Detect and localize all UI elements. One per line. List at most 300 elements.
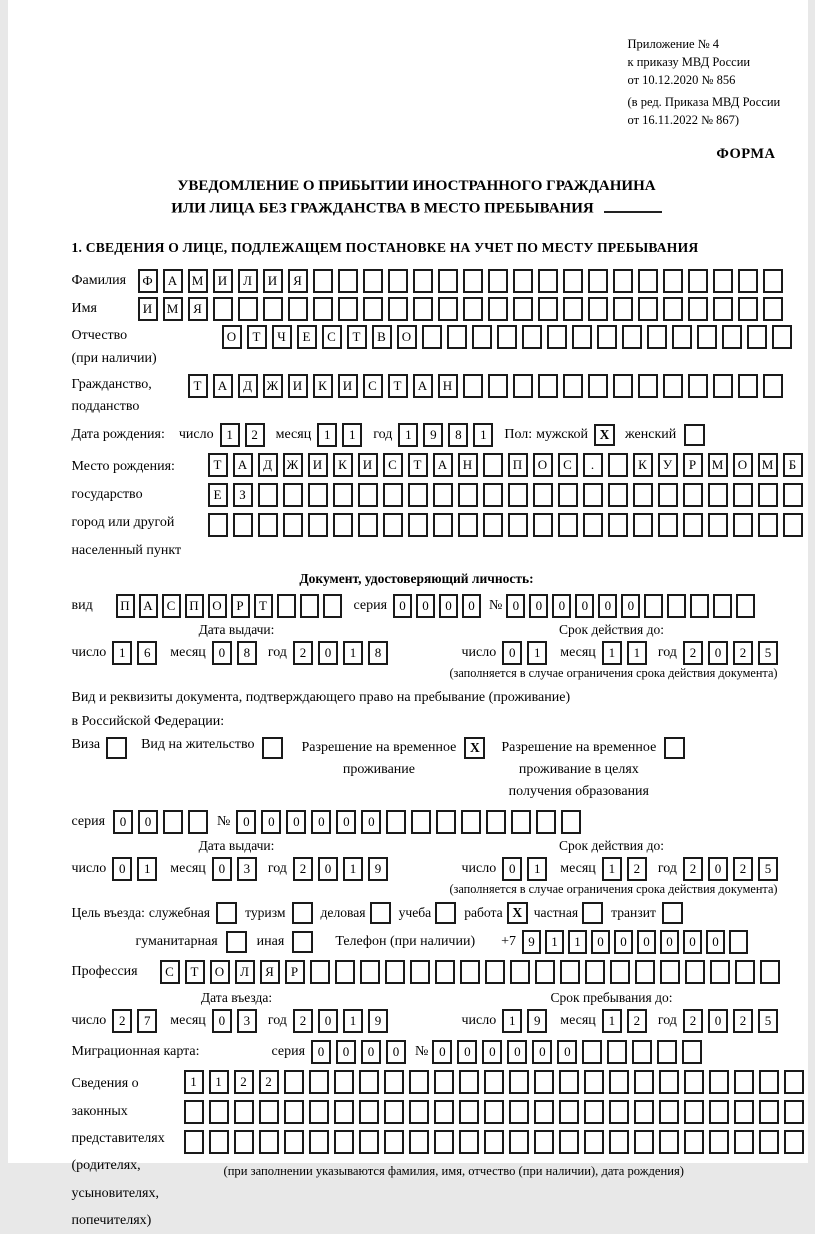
form-cell: 0 <box>591 930 610 954</box>
form-cell: 5 <box>758 857 778 881</box>
form-cell: Ч <box>272 325 292 349</box>
form-cell <box>585 960 605 984</box>
form-cell <box>682 1040 702 1064</box>
identity-doc-dates <box>72 622 808 665</box>
form-cell: 1 <box>342 423 362 447</box>
birthplace-row-2 <box>208 483 808 507</box>
form-cell <box>609 1100 629 1124</box>
expiry-day-cells <box>502 857 552 881</box>
form-cell: 1 <box>527 641 547 665</box>
title-underline-blank <box>604 197 662 213</box>
identity-doc-kind-row <box>72 594 808 618</box>
stay-year-cells <box>683 1009 783 1033</box>
patronymic-row <box>72 325 808 370</box>
form-cell: 0 <box>614 930 633 954</box>
form-cell <box>463 297 483 321</box>
form-cell <box>513 374 533 398</box>
form-cell <box>608 483 628 507</box>
form-cell <box>433 483 453 507</box>
form-cell: 0 <box>138 810 158 834</box>
series-label: серия <box>272 1044 306 1060</box>
form-cell <box>383 513 403 537</box>
form-cell: 0 <box>557 1040 577 1064</box>
form-cell <box>308 483 328 507</box>
form-cell <box>360 960 380 984</box>
form-cell: 1 <box>545 930 564 954</box>
form-cell <box>588 374 608 398</box>
form-cell: 0 <box>416 594 435 618</box>
entry-month-cells <box>212 1009 262 1033</box>
form-cell <box>383 483 403 507</box>
form-cell <box>738 269 758 293</box>
form-cell: Т <box>185 960 205 984</box>
expiry-date-heading: Срок действия до: <box>462 622 762 638</box>
form-cell: 9 <box>423 423 443 447</box>
form-cell <box>613 297 633 321</box>
form-cell: Д <box>238 374 258 398</box>
form-cell <box>363 297 383 321</box>
form-cell: 0 <box>457 1040 477 1064</box>
form-cell <box>409 1100 429 1124</box>
form-cell <box>688 269 708 293</box>
form-cell <box>384 1100 404 1124</box>
form-cell <box>763 269 783 293</box>
form-cell <box>538 297 558 321</box>
residence-doc-note: (заполняется в случае ограничения срока действия документа) <box>72 882 778 897</box>
annex-line: к приказу МВД России <box>628 54 815 72</box>
form-cell: 0 <box>361 1040 381 1064</box>
form-cell: 1 <box>343 857 363 881</box>
birthdate-label: Дата рождения: <box>72 427 165 443</box>
patronymic-cells <box>222 325 797 349</box>
form-cell <box>609 1070 629 1094</box>
form-cell: 2 <box>112 1009 132 1033</box>
form-cell <box>547 325 567 349</box>
expiry-year-cells <box>683 641 783 665</box>
number-sign: № <box>217 814 230 830</box>
form-cell: 2 <box>293 1009 313 1033</box>
profession-label: Профессия <box>72 964 160 980</box>
form-cell: Н <box>438 374 458 398</box>
form-cell: П <box>116 594 135 618</box>
form-cell <box>734 1070 754 1094</box>
form-cell: 0 <box>336 810 356 834</box>
purpose-item-label: служебная <box>149 905 210 921</box>
form-cell <box>608 453 628 477</box>
form-cell <box>667 594 686 618</box>
form-cell <box>613 374 633 398</box>
form-cell <box>659 1130 679 1154</box>
migration-number-cells <box>432 1040 707 1064</box>
form-cell: 0 <box>311 1040 331 1064</box>
form-cell <box>663 297 683 321</box>
form-cell <box>784 1130 804 1154</box>
form-cell <box>511 810 531 834</box>
form-cell: А <box>433 453 453 477</box>
form-cell <box>422 325 442 349</box>
representatives-row-2 <box>184 1100 809 1124</box>
issue-date-heading: Дата выдачи: <box>72 838 402 854</box>
purpose-study-checkbox <box>435 902 456 924</box>
temp-residence-edu-label: Разрешение на временное проживание в целях получения образования <box>501 737 656 802</box>
purpose-tourism-checkbox <box>292 902 313 924</box>
form-cell: 0 <box>502 857 522 881</box>
form-cell: 3 <box>237 1009 257 1033</box>
form-cell <box>784 1070 804 1094</box>
form-cell <box>488 297 508 321</box>
form-cell <box>633 513 653 537</box>
form-cell: 2 <box>245 423 265 447</box>
form-cell: 2 <box>683 857 703 881</box>
form-cell: 2 <box>627 1009 647 1033</box>
form-cell <box>413 269 433 293</box>
form-cell <box>560 960 580 984</box>
form-cell <box>713 374 733 398</box>
form-cell <box>433 513 453 537</box>
migration-card-row <box>72 1040 808 1064</box>
form-cell: Р <box>683 453 703 477</box>
form-cell <box>588 269 608 293</box>
form-cell <box>729 930 748 954</box>
form-page <box>8 0 808 1163</box>
purpose-humanitarian-checkbox <box>226 931 247 953</box>
form-cell: 0 <box>637 930 656 954</box>
form-cell: 0 <box>261 810 281 834</box>
purpose-label: Цель въезда: <box>72 905 145 921</box>
form-cell <box>582 1040 602 1064</box>
form-cell: 0 <box>236 810 256 834</box>
form-cell: Т <box>408 453 428 477</box>
form-cell: 0 <box>311 810 331 834</box>
doc-series-cells <box>393 594 485 618</box>
representatives-note: (при заполнении указываются фамилия, имя, отчество (при наличии), дата рождения) <box>224 1164 809 1179</box>
form-cell: Ж <box>283 453 303 477</box>
form-cell <box>458 513 478 537</box>
form-cell: О <box>733 453 753 477</box>
form-cell <box>513 269 533 293</box>
form-cell <box>683 483 703 507</box>
form-cell: 1 <box>502 1009 522 1033</box>
form-cell: 0 <box>432 1040 452 1064</box>
form-cell: 0 <box>336 1040 356 1064</box>
form-cell <box>690 594 709 618</box>
form-cell: М <box>188 269 208 293</box>
form-cell <box>288 297 308 321</box>
form-cell: Ж <box>263 374 283 398</box>
sex-label: Пол: <box>504 427 532 443</box>
form-cell <box>684 1070 704 1094</box>
form-cell <box>458 483 478 507</box>
form-cell: 0 <box>532 1040 552 1064</box>
sex-male-label: мужской <box>536 427 588 443</box>
form-cell <box>709 1130 729 1154</box>
form-cell: А <box>139 594 158 618</box>
form-cell: М <box>758 453 778 477</box>
form-cell <box>363 269 383 293</box>
form-cell <box>758 513 778 537</box>
purpose-work-checkbox: X <box>507 902 528 924</box>
temp-residence-label: Разрешение на временное проживание <box>301 737 456 780</box>
surname-cells <box>138 269 788 293</box>
expiry-year-cells <box>683 857 783 881</box>
form-cell <box>497 325 517 349</box>
temp-residence-edu-checkbox <box>664 737 685 759</box>
purpose-official-checkbox <box>216 902 237 924</box>
form-cell: 2 <box>627 857 647 881</box>
form-cell <box>483 453 503 477</box>
form-cell <box>533 513 553 537</box>
form-cell <box>738 297 758 321</box>
purpose-item-label: иная <box>257 934 285 950</box>
series-label: серия <box>354 598 388 614</box>
form-cell <box>634 1100 654 1124</box>
form-cell: 8 <box>237 641 257 665</box>
form-cell <box>663 374 683 398</box>
form-cell <box>784 1100 804 1124</box>
form-cell <box>534 1130 554 1154</box>
form-cell: 5 <box>758 641 778 665</box>
form-cell <box>583 483 603 507</box>
purpose-item-label: гуманитарная <box>136 934 218 950</box>
form-cell <box>463 374 483 398</box>
form-cell: Т <box>254 594 273 618</box>
form-cell: А <box>163 269 183 293</box>
form-cell: 9 <box>522 930 541 954</box>
form-cell <box>334 1130 354 1154</box>
form-cell: 1 <box>317 423 337 447</box>
form-cell <box>634 1130 654 1154</box>
form-cell <box>359 1130 379 1154</box>
form-cell <box>559 1070 579 1094</box>
form-cell: И <box>308 453 328 477</box>
form-cell: 0 <box>462 594 481 618</box>
form-cell <box>358 483 378 507</box>
issue-day-cells <box>112 641 162 665</box>
residence-doc-series-row <box>72 810 808 834</box>
form-cell <box>710 960 730 984</box>
permit-checkbox <box>262 737 283 759</box>
form-cell <box>659 1070 679 1094</box>
form-cell <box>209 1100 229 1124</box>
form-cell <box>722 325 742 349</box>
form-cell <box>758 483 778 507</box>
issue-date-heading: Дата выдачи: <box>72 622 402 638</box>
annex-line: (в ред. Приказа МВД России <box>628 94 815 112</box>
stay-until-heading: Срок пребывания до: <box>462 990 762 1006</box>
form-cell <box>409 1070 429 1094</box>
form-cell: Я <box>288 269 308 293</box>
form-cell <box>283 513 303 537</box>
issue-year-cells <box>293 641 393 665</box>
form-cell <box>759 1100 779 1124</box>
expiry-date-heading: Срок действия до: <box>462 838 762 854</box>
form-cell <box>759 1130 779 1154</box>
form-cell <box>713 297 733 321</box>
year-label: год <box>373 427 392 443</box>
form-cell: 0 <box>507 1040 527 1064</box>
form-cell <box>584 1130 604 1154</box>
form-cell <box>684 1130 704 1154</box>
form-cell: 0 <box>708 641 728 665</box>
doc-number-cells <box>506 594 759 618</box>
form-cell: 0 <box>552 594 571 618</box>
form-cell: 0 <box>706 930 725 954</box>
birthplace-row-3 <box>208 513 808 537</box>
form-cell <box>386 810 406 834</box>
form-cell <box>583 513 603 537</box>
form-cell <box>459 1100 479 1124</box>
birthplace-block <box>72 453 808 565</box>
visa-label: Виза <box>72 737 101 753</box>
form-cell <box>534 1070 554 1094</box>
form-cell: Я <box>260 960 280 984</box>
birthplace-cells <box>208 453 808 537</box>
form-cell <box>209 1130 229 1154</box>
form-cell <box>488 374 508 398</box>
title-line-2: ИЛИ ЛИЦА БЕЗ ГРАЖДАНСТВА В МЕСТО ПРЕБЫВАНИЯ <box>72 197 762 220</box>
form-cell <box>685 960 705 984</box>
form-cell: Л <box>235 960 255 984</box>
purpose-item-label: деловая <box>321 905 366 921</box>
form-cell <box>709 1100 729 1124</box>
form-cell <box>713 594 732 618</box>
form-cell: 9 <box>368 857 388 881</box>
form-cell <box>697 325 717 349</box>
form-cell: О <box>210 960 230 984</box>
residence-doc-line1: Вид и реквизиты документа, подтверждающего право на пребывание (проживание) <box>72 686 808 710</box>
form-cell: З <box>233 483 253 507</box>
form-cell <box>683 513 703 537</box>
form-cell <box>588 297 608 321</box>
form-cell <box>534 1100 554 1124</box>
form-cell <box>509 1130 529 1154</box>
form-cell: 1 <box>602 641 622 665</box>
form-cell <box>259 1100 279 1124</box>
number-sign: № <box>415 1044 428 1060</box>
form-cell <box>358 513 378 537</box>
purpose-item-label: туризм <box>245 905 285 921</box>
form-cell <box>284 1070 304 1094</box>
form-label: ФОРМА <box>72 146 776 163</box>
form-cell: И <box>288 374 308 398</box>
form-cell <box>447 325 467 349</box>
form-cell: 0 <box>318 1009 338 1033</box>
form-cell: И <box>338 374 358 398</box>
form-cell: С <box>160 960 180 984</box>
form-cell <box>388 297 408 321</box>
form-cell: 0 <box>113 810 133 834</box>
citizenship-label: Гражданство, подданство <box>72 374 188 419</box>
form-cell: 0 <box>212 641 232 665</box>
identity-doc-heading: Документ, удостоверяющий личность: <box>72 571 762 587</box>
purpose-row <box>72 902 808 924</box>
form-cell <box>335 960 355 984</box>
form-cell: У <box>658 453 678 477</box>
form-cell: О <box>222 325 242 349</box>
form-cell: Д <box>258 453 278 477</box>
form-cell: 2 <box>293 857 313 881</box>
form-cell: 8 <box>448 423 468 447</box>
form-cell <box>657 1040 677 1064</box>
surname-row <box>72 269 808 293</box>
form-cell <box>308 513 328 537</box>
form-cell <box>533 483 553 507</box>
form-cell: О <box>397 325 417 349</box>
form-cell <box>485 960 505 984</box>
form-cell <box>708 513 728 537</box>
form-cell <box>684 1100 704 1124</box>
form-cell <box>313 297 333 321</box>
sex-female-label: женский <box>625 427 676 443</box>
form-cell <box>735 960 755 984</box>
form-cell <box>513 297 533 321</box>
form-cell: И <box>138 297 158 321</box>
residence-doc-line2: в Российской Федерации: <box>72 710 808 734</box>
purpose-transit-checkbox <box>662 902 683 924</box>
form-cell <box>309 1100 329 1124</box>
form-cell <box>561 810 581 834</box>
form-cell: 3 <box>237 857 257 881</box>
entry-day-cells <box>112 1009 162 1033</box>
form-cell <box>663 269 683 293</box>
form-cell <box>508 483 528 507</box>
form-cell: 0 <box>708 857 728 881</box>
form-cell <box>558 483 578 507</box>
form-cell <box>638 297 658 321</box>
form-cell: 1 <box>602 857 622 881</box>
form-cell <box>334 1070 354 1094</box>
sex-female-checkbox <box>684 424 705 446</box>
form-cell <box>310 960 330 984</box>
temp-residence-checkbox: X <box>464 737 485 759</box>
form-cell <box>438 269 458 293</box>
form-cell: П <box>185 594 204 618</box>
form-cell: 0 <box>598 594 617 618</box>
form-cell: 1 <box>602 1009 622 1033</box>
form-cell: 0 <box>621 594 640 618</box>
form-cell: М <box>163 297 183 321</box>
form-cell: 1 <box>220 423 240 447</box>
representatives-block <box>72 1070 808 1234</box>
form-cell: Т <box>388 374 408 398</box>
form-cell <box>459 1130 479 1154</box>
form-cell <box>435 960 455 984</box>
form-cell <box>438 297 458 321</box>
form-cell <box>313 269 333 293</box>
form-cell: 0 <box>482 1040 502 1064</box>
form-cell: И <box>358 453 378 477</box>
form-cell <box>309 1130 329 1154</box>
form-cell: 1 <box>343 641 363 665</box>
entry-year-cells <box>293 1009 393 1033</box>
form-cell: С <box>363 374 383 398</box>
migration-card-label: Миграционная карта: <box>72 1044 272 1060</box>
form-cell: С <box>162 594 181 618</box>
form-cell <box>409 1130 429 1154</box>
purpose-private-checkbox <box>582 902 603 924</box>
form-cell <box>234 1130 254 1154</box>
phone-cells <box>522 930 752 954</box>
form-cell <box>535 960 555 984</box>
purpose-item-label: частная <box>534 905 578 921</box>
form-cell <box>509 1100 529 1124</box>
form-cell <box>522 325 542 349</box>
form-cell <box>509 1070 529 1094</box>
form-cell: 2 <box>259 1070 279 1094</box>
form-cell <box>263 297 283 321</box>
form-cell: 0 <box>683 930 702 954</box>
form-cell <box>408 513 428 537</box>
